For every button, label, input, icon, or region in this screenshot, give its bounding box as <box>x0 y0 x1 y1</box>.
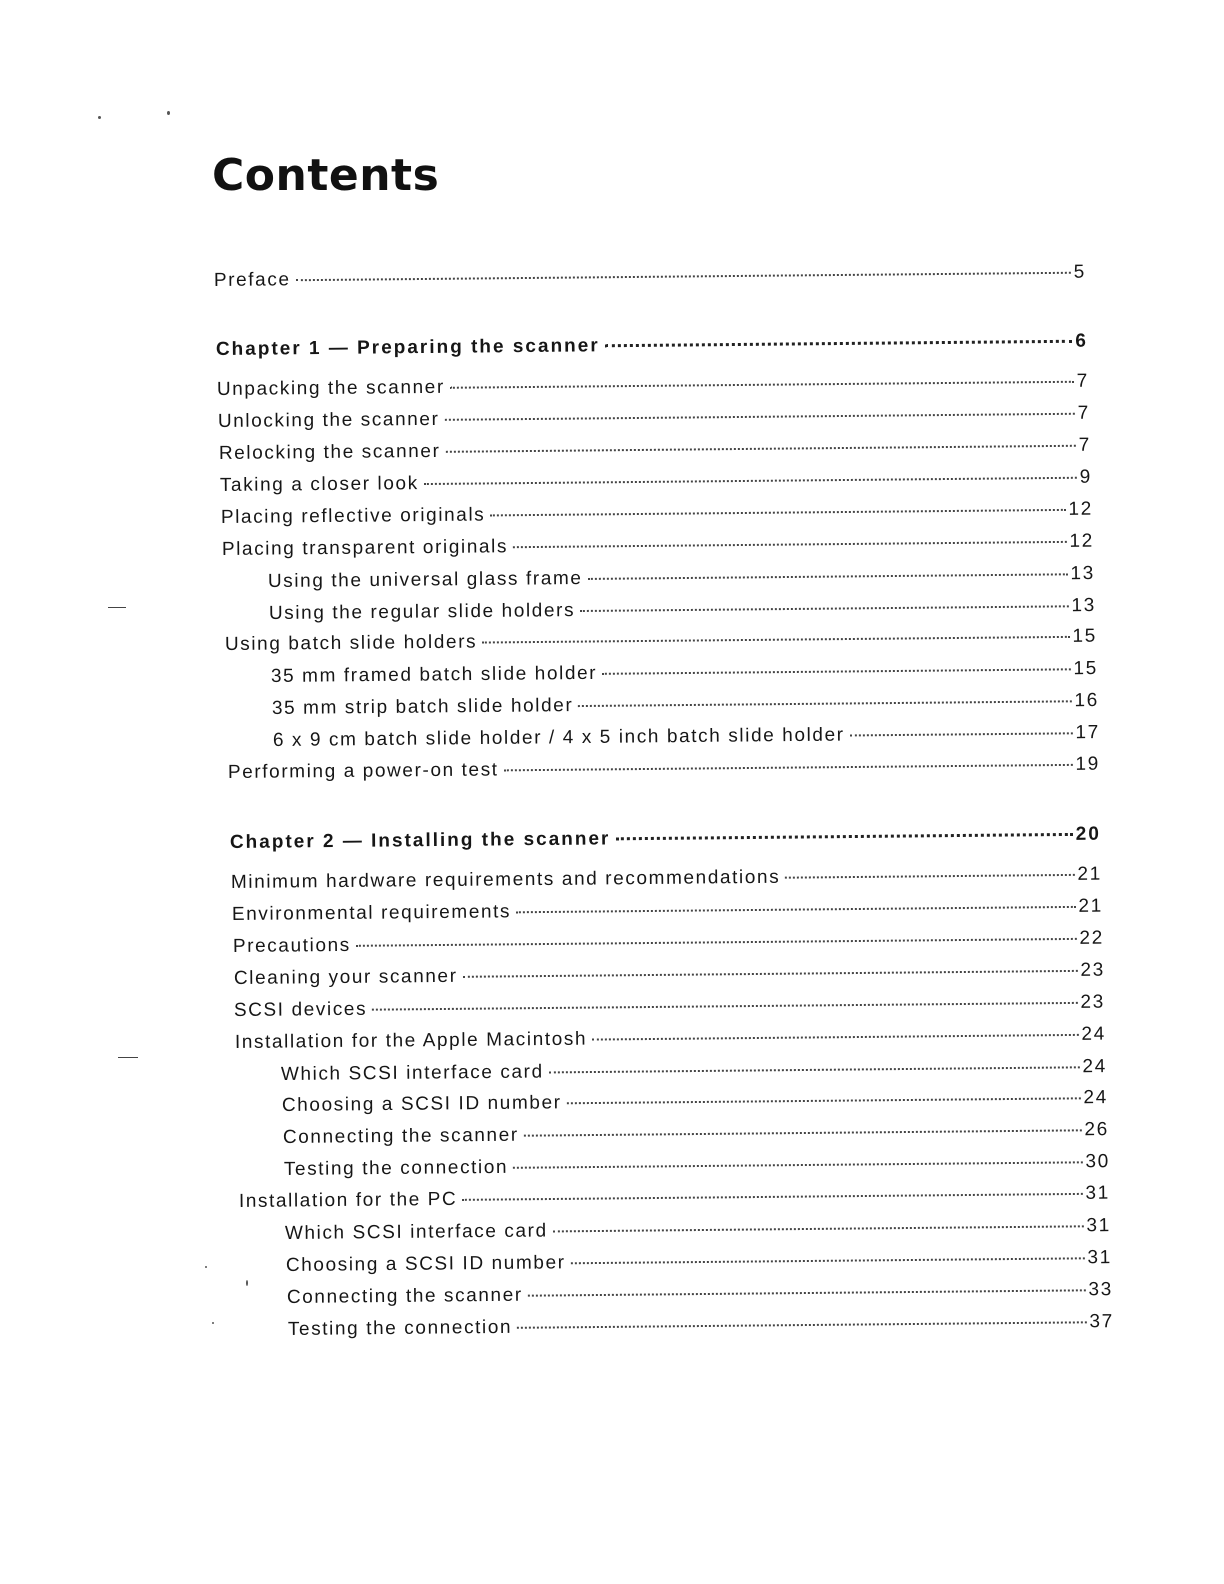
dot-leader <box>463 970 1078 978</box>
toc-entry-label: Connecting the scanner <box>286 1284 523 1308</box>
toc-page-number: 31 <box>1087 1247 1112 1269</box>
toc-entry-label: Precautions <box>232 934 351 958</box>
toc-page-number: 16 <box>1074 690 1099 712</box>
scan-speck <box>246 1280 248 1286</box>
toc-page-number: 23 <box>1080 959 1105 981</box>
toc-entry-label: 35 mm framed batch slide holder <box>270 662 598 688</box>
toc-page-number: 13 <box>1070 563 1095 585</box>
dot-leader <box>504 764 1073 771</box>
scan-speck <box>98 116 101 119</box>
toc-page-number: 21 <box>1077 863 1102 885</box>
toc-subentry <box>269 595 1096 625</box>
toc-page-number: 21 <box>1078 895 1103 917</box>
toc-entry <box>228 754 1100 784</box>
dot-leader <box>517 1321 1086 1328</box>
toc-subentry <box>273 722 1100 752</box>
toc-entry-label: Installation for the PC <box>238 1188 458 1212</box>
toc-subentry <box>268 563 1095 593</box>
dot-leader <box>372 1002 1077 1011</box>
toc-subentry <box>287 1279 1113 1309</box>
toc-page-number: 22 <box>1079 927 1104 949</box>
toc-page-number: 9 <box>1079 466 1092 488</box>
toc-page-number: 23 <box>1080 991 1105 1013</box>
dot-leader <box>462 1193 1082 1201</box>
dot-leader <box>445 445 1075 453</box>
scan-speck <box>212 1322 214 1324</box>
toc-page-number: 6 <box>1075 330 1088 352</box>
toc-page-number: 31 <box>1086 1215 1111 1237</box>
dot-leader <box>850 732 1073 736</box>
toc-entry <box>219 435 1091 465</box>
dot-leader <box>296 272 1071 281</box>
toc-page-number: 7 <box>1078 434 1091 456</box>
toc-subentry <box>271 658 1098 688</box>
dot-leader <box>482 636 1069 644</box>
dot-leader <box>528 1289 1086 1296</box>
dot-leader <box>615 833 1072 840</box>
dot-leader <box>516 906 1075 913</box>
toc-subentry <box>281 1056 1107 1086</box>
toc-entry-label: Choosing a SCSI ID number <box>285 1252 566 1276</box>
toc-entry-label: Testing the connection <box>287 1316 513 1340</box>
toc-entry-label: Performing a power-on test <box>227 759 499 784</box>
dot-leader <box>605 340 1073 347</box>
toc-subentry <box>282 1087 1108 1117</box>
toc-entry-label: Relocking the scanner <box>218 440 441 465</box>
toc-entry <box>217 371 1089 401</box>
toc-entry-label: Installation for the Apple Macintosh <box>234 1028 588 1053</box>
dot-leader <box>490 509 1065 517</box>
toc-entry-label: Placing reflective originals <box>220 504 486 529</box>
toc-entry-label: Using the regular slide holders <box>268 600 576 625</box>
dot-leader <box>592 1034 1078 1041</box>
toc-chapter-heading <box>216 331 1088 361</box>
scan-speck <box>167 111 170 115</box>
toc-subentry <box>286 1247 1112 1277</box>
toc-entry-label: Cleaning your scanner <box>233 965 458 990</box>
toc-subentry <box>283 1119 1109 1149</box>
toc-page-number: 12 <box>1069 530 1094 552</box>
scan-mark <box>118 1057 138 1058</box>
toc-page-number: 30 <box>1085 1151 1110 1173</box>
toc-page-number: 26 <box>1084 1119 1109 1141</box>
toc-entry <box>231 864 1102 894</box>
toc-entry-label: Preface <box>213 269 291 292</box>
dot-leader <box>553 1225 1084 1232</box>
toc-page-number: 31 <box>1085 1182 1110 1204</box>
toc-page-number: 7 <box>1077 402 1090 424</box>
scan-mark <box>108 607 126 608</box>
toc-subentry <box>284 1151 1110 1181</box>
toc-page-number: 12 <box>1068 498 1093 520</box>
dot-leader <box>513 541 1066 548</box>
dot-leader <box>588 573 1068 580</box>
toc-entry <box>232 896 1103 926</box>
toc-page-number: 17 <box>1075 722 1100 744</box>
toc-entry-label: Taking a closer look <box>219 473 419 497</box>
dot-leader <box>450 381 1074 389</box>
toc-page-number: 5 <box>1073 261 1086 283</box>
toc-subentry <box>272 690 1099 720</box>
toc-entry-label: Minimum hardware requirements and recommendations <box>230 866 781 894</box>
toc-page-number: 15 <box>1073 658 1098 680</box>
dot-leader <box>424 477 1077 485</box>
toc-page-number: 33 <box>1088 1279 1113 1301</box>
toc-entry-label: Chapter 1 — Preparing the scanner <box>215 335 600 361</box>
toc-entry <box>234 992 1105 1022</box>
toc-entry-label: 35 mm strip batch slide holder <box>271 695 574 720</box>
toc-entry-label: 6 x 9 cm batch slide holder / 4 x 5 inch batch slide holder <box>272 724 845 752</box>
dot-leader <box>356 938 1077 947</box>
toc-subentry <box>285 1215 1111 1245</box>
toc-entry <box>234 960 1105 990</box>
toc-chapter-heading <box>230 824 1101 854</box>
toc-subentry <box>288 1311 1114 1341</box>
toc-page-number: 24 <box>1081 1023 1106 1045</box>
dot-leader <box>578 700 1071 707</box>
toc-page-number: 13 <box>1071 595 1096 617</box>
toc-entry <box>239 1183 1110 1213</box>
dot-leader <box>571 1257 1085 1264</box>
dot-leader <box>549 1066 1080 1073</box>
scan-speck <box>205 1266 207 1268</box>
toc-entry-label: Connecting the scanner <box>282 1124 519 1148</box>
dot-leader <box>567 1097 1081 1104</box>
toc-entry-label: SCSI devices <box>233 998 368 1022</box>
toc-entry <box>218 403 1090 433</box>
toc-entry-label: Using batch slide holders <box>224 631 478 656</box>
toc-page-number: 24 <box>1082 1056 1107 1078</box>
dot-leader <box>524 1129 1082 1136</box>
toc-entry-label: Choosing a SCSI ID number <box>281 1092 562 1116</box>
toc-page-number: 37 <box>1089 1311 1114 1333</box>
toc-page-number: 20 <box>1075 823 1101 845</box>
toc-entry-label: Environmental requirements <box>231 901 512 926</box>
toc-entry-label: Which SCSI interface card <box>284 1220 548 1244</box>
dot-leader <box>513 1161 1082 1168</box>
dot-leader <box>785 874 1074 879</box>
toc-page-number: 19 <box>1075 753 1100 775</box>
toc-entry-label: Placing transparent originals <box>221 536 509 561</box>
toc-entry <box>222 531 1094 561</box>
toc-entry-label: Unlocking the scanner <box>217 408 440 433</box>
toc-page-number: 15 <box>1072 625 1097 647</box>
page-title: Contents <box>212 150 440 201</box>
toc-entry-label: Chapter 2 — Installing the scanner <box>229 828 611 854</box>
toc-entry-label: Testing the connection <box>283 1156 509 1180</box>
toc-entry <box>233 928 1104 958</box>
toc-entry <box>235 1024 1106 1054</box>
dot-leader <box>580 605 1068 612</box>
toc-entry-label: Which SCSI interface card <box>280 1061 544 1085</box>
toc-entry <box>220 467 1092 497</box>
toc-page-number: 7 <box>1076 370 1089 392</box>
dot-leader <box>444 413 1074 421</box>
dot-leader <box>602 668 1070 674</box>
toc-entry-label: Unpacking the scanner <box>216 376 445 401</box>
toc-entry <box>214 262 1086 292</box>
toc-entry-label: Using the universal glass frame <box>267 567 583 593</box>
toc-page-number: 24 <box>1083 1087 1108 1109</box>
toc-entry <box>225 626 1097 656</box>
toc-entry <box>221 499 1093 529</box>
